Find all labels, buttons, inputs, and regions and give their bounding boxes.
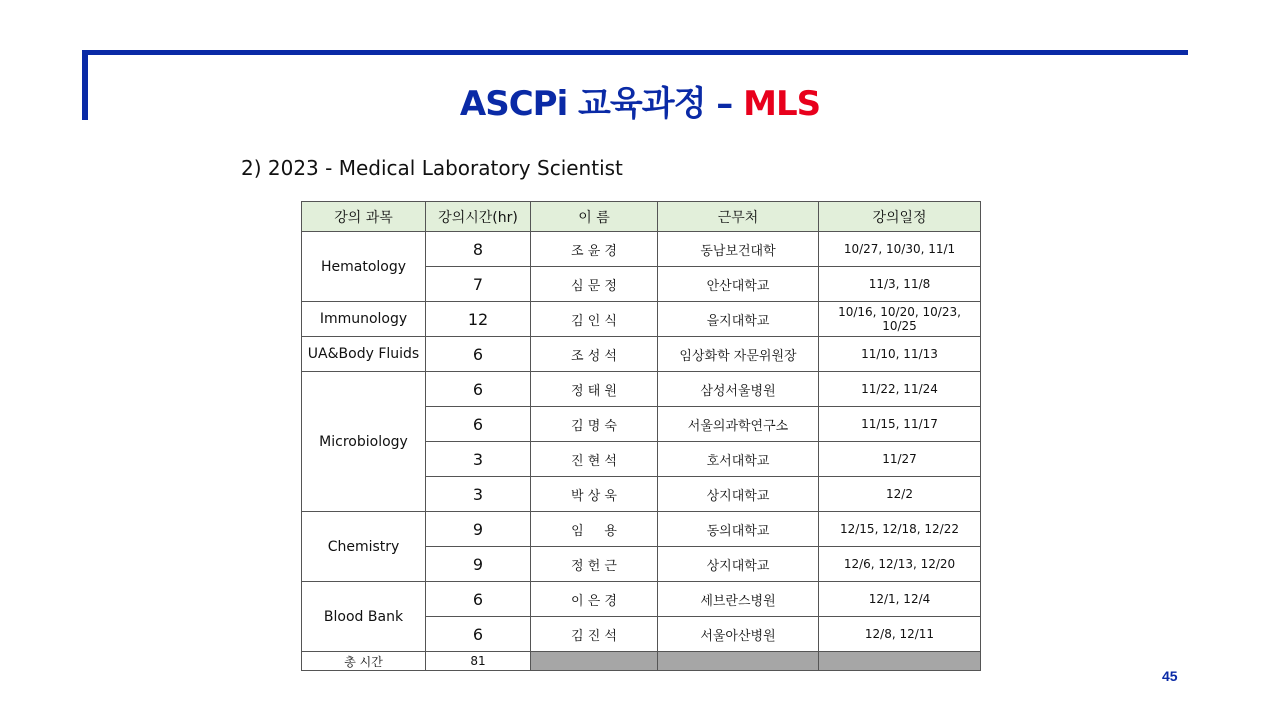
lecturer-cell: 조 윤 경 <box>531 232 658 267</box>
page-number: 45 <box>1162 668 1178 684</box>
hours-cell: 3 <box>426 477 531 512</box>
lecturer-cell: 진 현 석 <box>531 442 658 477</box>
schedule-cell: 11/3, 11/8 <box>819 267 981 302</box>
schedule-cell: 12/8, 12/11 <box>819 617 981 652</box>
hours-cell: 9 <box>426 547 531 582</box>
lecturer-cell: 조 성 석 <box>531 337 658 372</box>
workplace-cell: 상지대학교 <box>658 477 819 512</box>
header-name: 이 름 <box>531 202 658 232</box>
schedule-cell: 11/10, 11/13 <box>819 337 981 372</box>
title-accent: MLS <box>743 84 821 124</box>
slide-subtitle: 2) 2023 - Medical Laboratory Scientist <box>241 156 623 180</box>
workplace-cell: 상지대학교 <box>658 547 819 582</box>
subject-cell: Chemistry <box>302 512 426 582</box>
workplace-cell: 서울의과학연구소 <box>658 407 819 442</box>
schedule-cell: 12/6, 12/13, 12/20 <box>819 547 981 582</box>
lecturer-cell: 김 명 숙 <box>531 407 658 442</box>
table-row <box>302 372 981 407</box>
schedule-cell: 11/22, 11/24 <box>819 372 981 407</box>
workplace-cell: 임상화학 자문위원장 <box>658 337 819 372</box>
header-subject: 강의 과목 <box>302 202 426 232</box>
slide-title <box>0 76 1280 125</box>
lecturer-cell: 김 진 석 <box>531 617 658 652</box>
schedule-cell: 10/16, 10/20, 10/23, 10/25 <box>819 302 981 337</box>
table-row <box>302 582 981 617</box>
subject-cell: Blood Bank <box>302 582 426 652</box>
total-label: 총 시간 <box>302 652 426 671</box>
frame-top-bar <box>82 50 1188 55</box>
hours-cell: 6 <box>426 407 531 442</box>
lecturer-cell: 김 인 식 <box>531 302 658 337</box>
lecturer-cell: 정 헌 근 <box>531 547 658 582</box>
hours-cell: 6 <box>426 372 531 407</box>
title-main: ASCPi 교육과정 – <box>459 84 744 124</box>
workplace-cell: 세브란스병원 <box>658 582 819 617</box>
total-filler <box>658 652 819 671</box>
schedule-cell: 12/15, 12/18, 12/22 <box>819 512 981 547</box>
subject-cell: Immunology <box>302 302 426 337</box>
workplace-cell: 서울아산병원 <box>658 617 819 652</box>
header-schedule: 강의일정 <box>819 202 981 232</box>
total-hours: 81 <box>426 652 531 671</box>
lecturer-cell: 심 문 정 <box>531 267 658 302</box>
workplace-cell: 삼성서울병원 <box>658 372 819 407</box>
schedule-cell: 10/27, 10/30, 11/1 <box>819 232 981 267</box>
schedule-cell: 11/15, 11/17 <box>819 407 981 442</box>
table-header-row <box>302 202 981 232</box>
workplace-cell: 을지대학교 <box>658 302 819 337</box>
schedule-cell: 11/27 <box>819 442 981 477</box>
subject-cell: Hematology <box>302 232 426 302</box>
lecturer-cell: 이 은 경 <box>531 582 658 617</box>
table-row <box>302 302 981 337</box>
lecturer-cell: 정 태 원 <box>531 372 658 407</box>
header-workplace: 근무처 <box>658 202 819 232</box>
hours-cell: 6 <box>426 337 531 372</box>
table-row <box>302 232 981 267</box>
hours-cell: 12 <box>426 302 531 337</box>
lecturer-cell: 임 용 <box>531 512 658 547</box>
schedule-cell: 12/2 <box>819 477 981 512</box>
subject-cell: UA&Body Fluids <box>302 337 426 372</box>
total-filler <box>531 652 658 671</box>
course-table <box>301 201 981 671</box>
hours-cell: 6 <box>426 617 531 652</box>
hours-cell: 7 <box>426 267 531 302</box>
workplace-cell: 동남보건대학 <box>658 232 819 267</box>
table-row <box>302 512 981 547</box>
workplace-cell: 호서대학교 <box>658 442 819 477</box>
hours-cell: 8 <box>426 232 531 267</box>
total-row <box>302 652 981 671</box>
hours-cell: 9 <box>426 512 531 547</box>
lecturer-cell: 박 상 욱 <box>531 477 658 512</box>
workplace-cell: 안산대학교 <box>658 267 819 302</box>
total-filler <box>819 652 981 671</box>
hours-cell: 6 <box>426 582 531 617</box>
table-row <box>302 337 981 372</box>
hours-cell: 3 <box>426 442 531 477</box>
subject-cell: Microbiology <box>302 372 426 512</box>
schedule-cell: 12/1, 12/4 <box>819 582 981 617</box>
workplace-cell: 동의대학교 <box>658 512 819 547</box>
header-hours: 강의시간(hr) <box>426 202 531 232</box>
